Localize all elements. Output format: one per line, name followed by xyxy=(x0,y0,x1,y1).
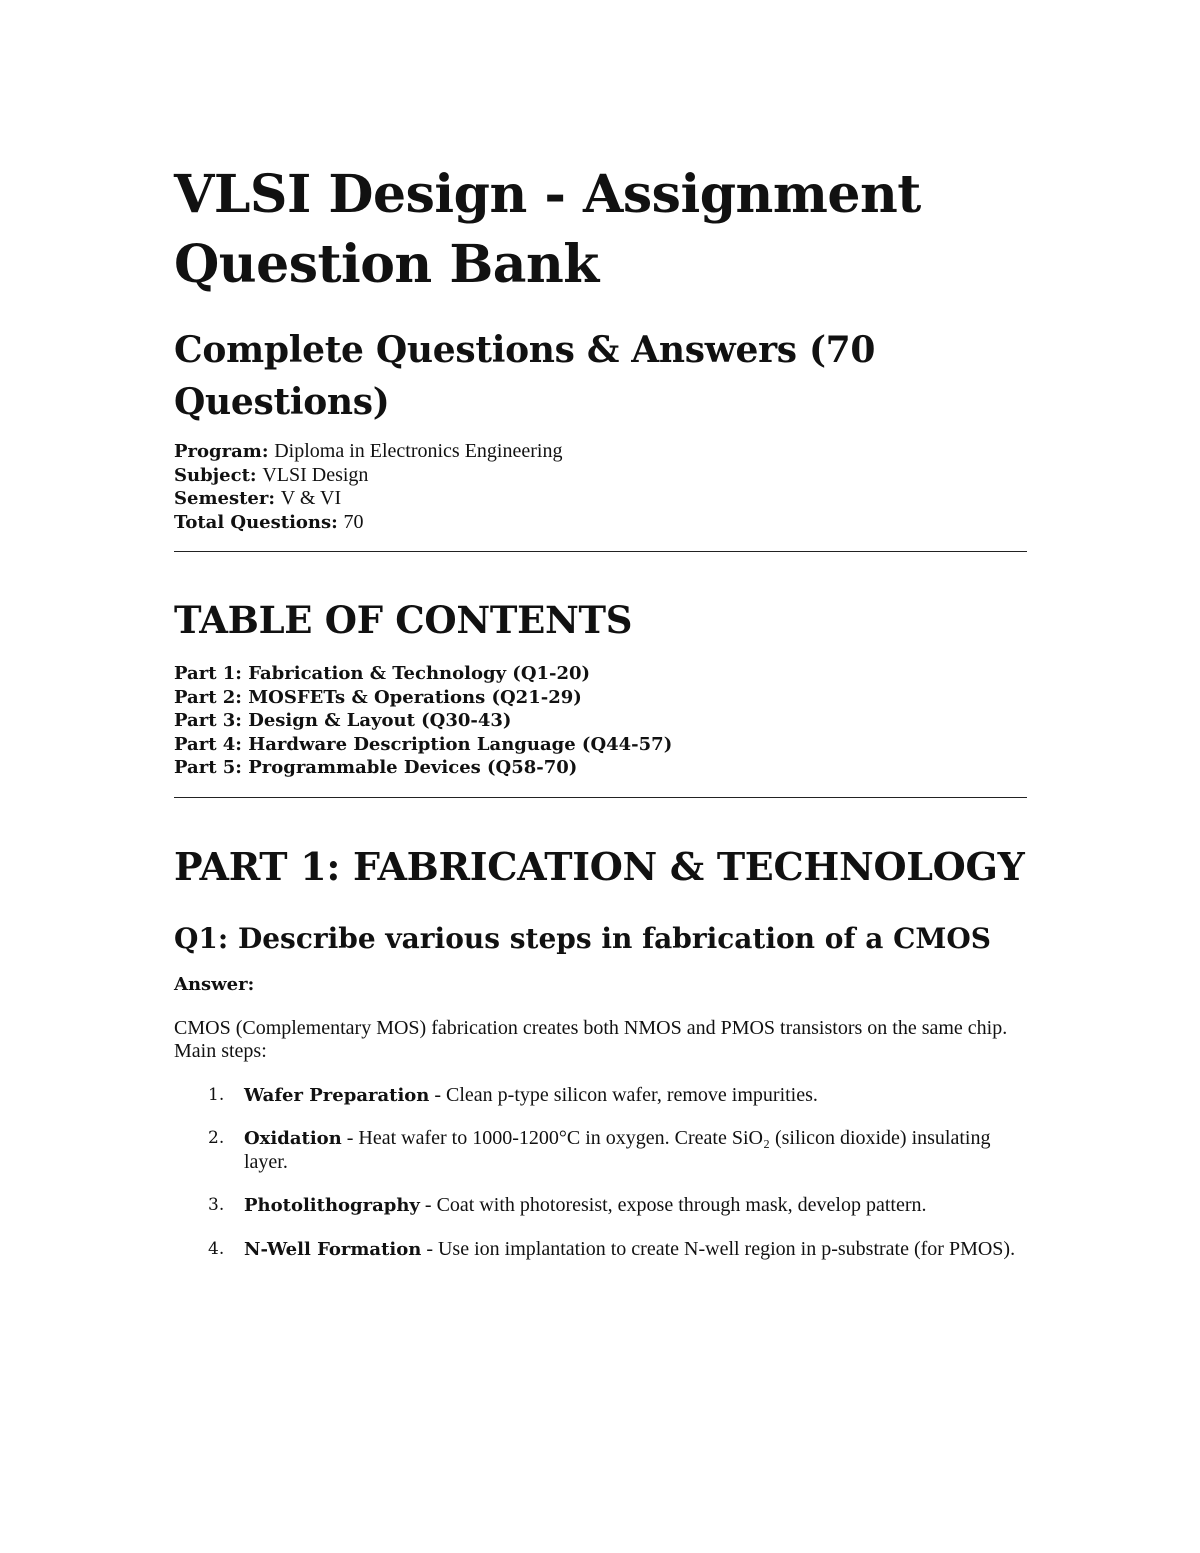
part-heading: PART 1: FABRICATION & TECHNOLOGY xyxy=(174,843,1025,889)
list-item xyxy=(174,1238,1027,1262)
list-item xyxy=(174,1127,1027,1174)
step-term: N-Well Formation xyxy=(244,1238,422,1260)
step-description: - Coat with photoresist, expose through mask, develop pattern. xyxy=(419,1194,927,1216)
document-title: VLSI Design - Assignment Question Bank xyxy=(174,164,921,295)
question-heading: Q1: Describe various steps in fabrication of a CMOS xyxy=(174,921,992,955)
meta-program: Program: Diploma in Electronics Engineering xyxy=(174,440,563,462)
step-number: 4. xyxy=(208,1238,225,1259)
step-description: - Heat wafer to 1000-1200°C in oxygen. Create SiO₂ (silicon dioxide) insulating layer. xyxy=(244,1127,991,1173)
divider xyxy=(174,551,1027,552)
step-term: Wafer Preparation xyxy=(244,1084,430,1106)
meta-value: 70 xyxy=(343,510,364,533)
document-page xyxy=(174,160,1027,1281)
answer-intro: CMOS (Complementary MOS) fabrication creates both NMOS and PMOS transistors on the same chip. Main steps: xyxy=(174,1016,1008,1062)
step-number: 3. xyxy=(208,1195,225,1215)
meta-semester: Semester: V & VI xyxy=(174,487,342,509)
step-number: 1. xyxy=(208,1084,225,1105)
document-metadata xyxy=(174,440,1027,534)
step-term: Oxidation xyxy=(244,1128,342,1149)
meta-label: Program xyxy=(174,441,262,462)
step-description: - Clean p-type silicon wafer, remove impurities. xyxy=(429,1083,818,1106)
toc-item: Part 4: Hardware Description Language (Q44-57) xyxy=(174,733,673,755)
meta-value: VLSI Design xyxy=(262,463,369,486)
meta-subject: Subject: VLSI Design xyxy=(174,463,369,486)
document-subtitle: Complete Questions & Answers (70 Questions) xyxy=(174,329,876,423)
step-term: Photolithography xyxy=(244,1195,420,1216)
meta-label: Subject xyxy=(174,464,250,486)
meta-label: Total Questions xyxy=(174,511,332,533)
toc-heading: TABLE OF CONTENTS xyxy=(174,598,633,642)
toc-item: Part 1: Fabrication & Technology (Q1-20) xyxy=(174,663,591,684)
step-description: - Use ion implantation to create N-well region in p-substrate (for PMOS). xyxy=(421,1237,1016,1260)
step-number: 2. xyxy=(208,1128,225,1148)
list-item xyxy=(174,1194,1027,1218)
meta-total-questions: Total Questions: 70 xyxy=(174,510,364,533)
divider xyxy=(174,797,1027,798)
meta-label: Semester xyxy=(174,488,269,509)
list-item xyxy=(174,1084,1027,1108)
meta-value: Diploma in Electronics Engineering xyxy=(274,440,563,462)
toc-item: Part 2: MOSFETs & Operations (Q21-29) xyxy=(174,686,582,708)
meta-value: V & VI xyxy=(280,487,342,509)
answer-label: Answer: xyxy=(174,973,255,995)
toc-item: Part 5: Programmable Devices (Q58-70) xyxy=(174,757,578,778)
toc-item: Part 3: Design & Layout (Q30-43) xyxy=(174,710,512,731)
steps-list xyxy=(174,1084,1027,1262)
table-of-contents xyxy=(174,662,1027,780)
